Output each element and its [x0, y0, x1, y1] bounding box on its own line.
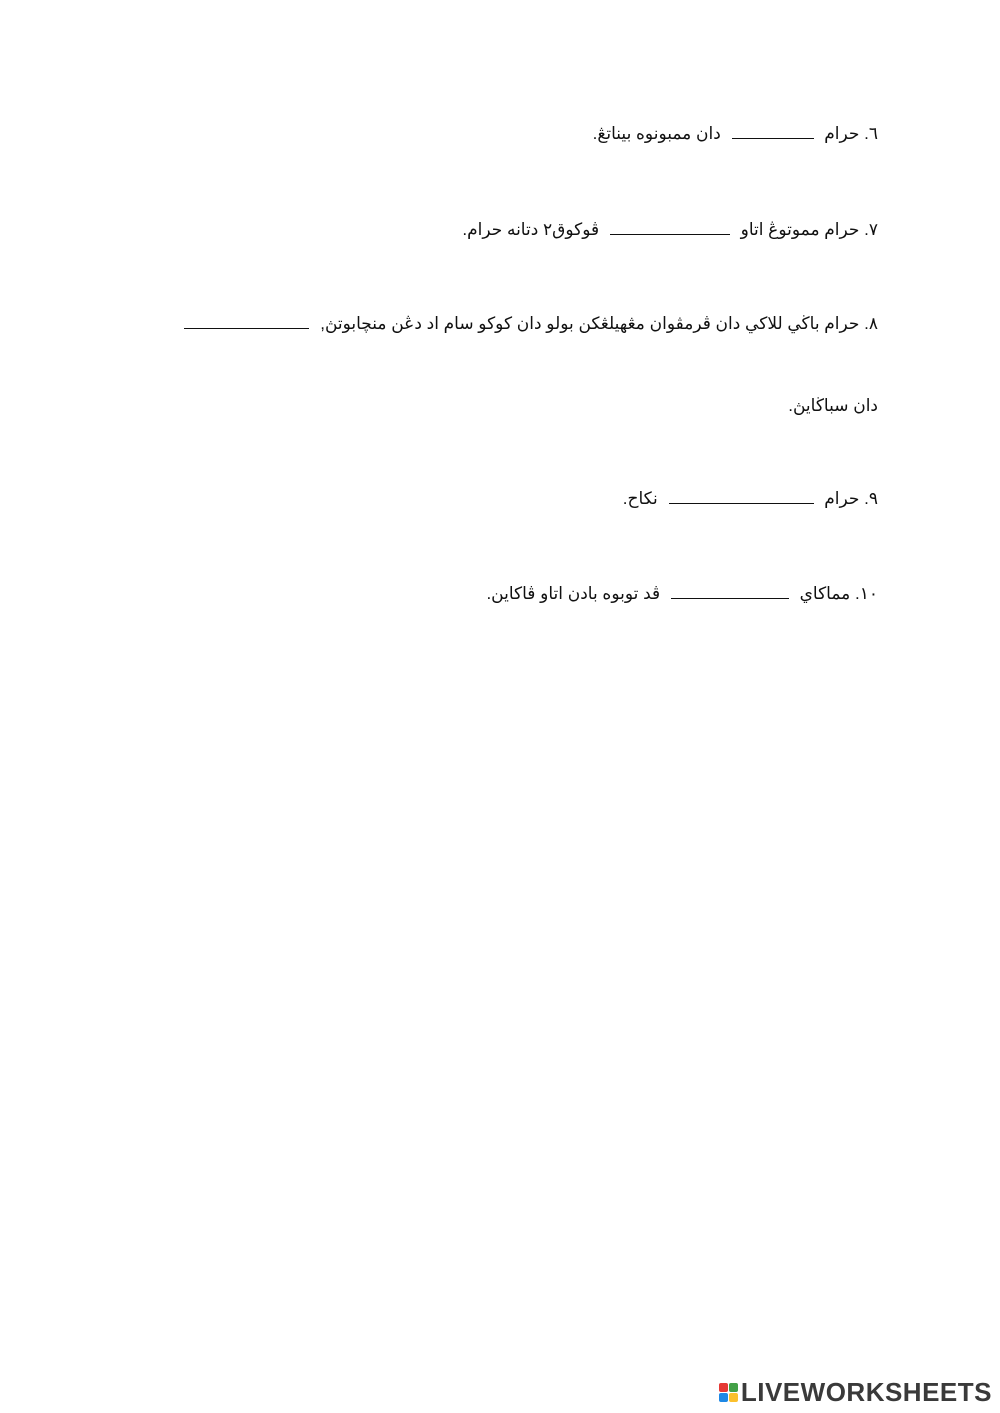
- question-9-prefix: ٩. حرام: [824, 489, 878, 508]
- question-6-prefix: ٦. حرام: [824, 124, 878, 143]
- question-6-blank[interactable]: [732, 124, 814, 139]
- logo-mark-tile-2: [729, 1383, 738, 1392]
- question-7: [462, 218, 878, 242]
- logo-mark-tile-3: [719, 1393, 728, 1402]
- question-6: [593, 122, 878, 146]
- question-10: [486, 582, 878, 606]
- question-10-suffix: ڤد توبوه بادن اتاو ڤاكاين.: [486, 584, 661, 603]
- question-8: [178, 312, 878, 336]
- liveworksheets-logo: [719, 1375, 992, 1409]
- liveworksheets-logo-mark-icon: [719, 1383, 738, 1402]
- question-8-prefix: ٨. حرام باڬي للاكي دان ڤرمڤوان مڠهيلڠكن بولو دان كوكو سام اد دڠن منچابوتڽ,: [320, 314, 878, 333]
- question-9-blank[interactable]: [669, 489, 814, 504]
- logo-mark-tile-1: [719, 1383, 728, 1392]
- question-7-blank[interactable]: [610, 220, 730, 235]
- question-8-continuation: [788, 394, 878, 418]
- question-9-suffix: نكاح.: [622, 489, 658, 508]
- question-6-suffix: دان ممبونوه بيناتڠ.: [592, 124, 721, 143]
- logo-mark-tile-4: [729, 1393, 738, 1402]
- question-7-prefix: ٧. حرام مموتوڠ اتاو: [740, 220, 878, 239]
- question-10-prefix: ١٠. مماكاي: [799, 584, 878, 603]
- question-8-blank[interactable]: [184, 314, 309, 329]
- question-8-continuation-text: دان سباڬايڽ.: [788, 396, 878, 415]
- liveworksheets-logo-text: LIVEWORKSHEETS: [740, 1376, 992, 1407]
- question-10-blank[interactable]: [671, 584, 789, 599]
- question-9: [623, 487, 878, 511]
- question-7-suffix: ڤوكوق٢ دتانه حرام.: [462, 220, 600, 239]
